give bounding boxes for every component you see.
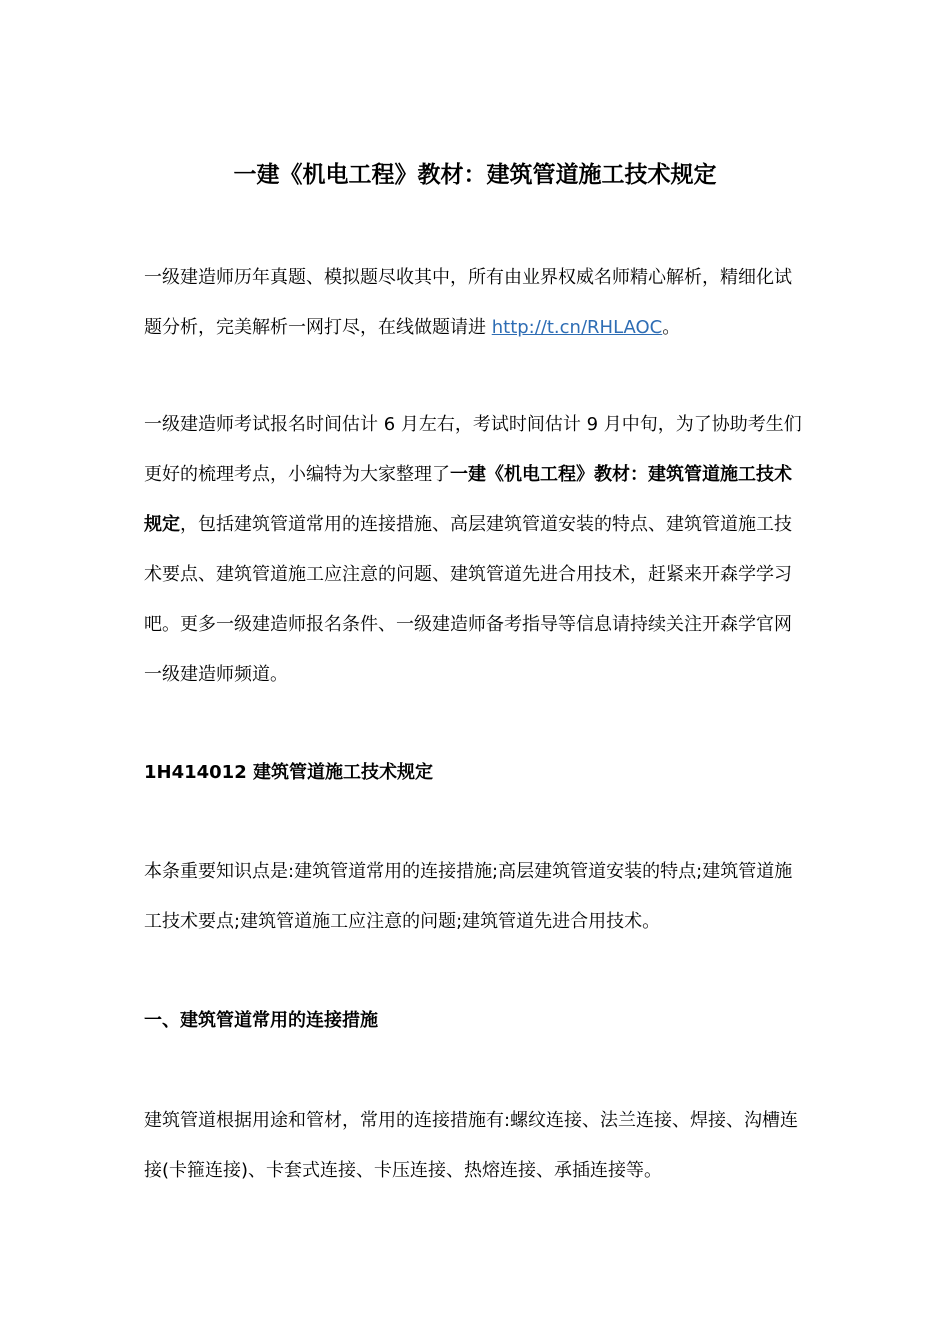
section-1-heading: 一、建筑管道常用的连接措施 xyxy=(144,1010,378,1031)
intro-text-end: 。 xyxy=(662,317,681,338)
notice-paragraph xyxy=(144,400,806,700)
section-1-body: 建筑管道根据用途和管材，常用的连接措施有:螺纹连接、法兰连接、焊接、沟槽连接(卡箍连接)、卡套式连接、卡压连接、热熔连接、承插连接等。 xyxy=(144,1110,799,1181)
intro-paragraph xyxy=(144,253,806,353)
intro-text: 一级建造师历年真题、模拟题尽收其中，所有由业界权威名师精心解析，精细化试题分析，完美解析一网打尽，在线做题请进 xyxy=(144,267,792,338)
notice-text: 一级建造师考试报名时间估计 6 月左右，考试时间估计 9 月中旬，为了协助考生们更好的梳理考点，小编特为大家整理了 xyxy=(144,414,802,485)
key-points-paragraph: 本条重要知识点是:建筑管道常用的连接措施;高层建筑管道安装的特点;建筑管道施工技术要点;建筑管道施工应注意的问题;建筑管道先进合用技术。 xyxy=(144,861,793,932)
section-code-heading: 1H414012 建筑管道施工技术规定 xyxy=(144,762,434,783)
notice-bold-title: 一建《机电工程》教材：建筑管道施工技术规定 xyxy=(144,464,792,535)
notice-text-cont: ，包括建筑管道常用的连接措施、高层建筑管道安装的特点、建筑管道施工技术要点、建筑管道施工应注意的问题、建筑管道先进合用技术，赶紧来开森学学习吧。更多一级建造师报名条件、一级建造师备考指导等信息请持续关注开森学官网一级建造师频道。 xyxy=(144,514,792,685)
practice-link[interactable]: http://t.cn/RHLAOC xyxy=(491,317,663,338)
page-title: 一建《机电工程》教材：建筑管道施工技术规定 xyxy=(233,162,717,188)
